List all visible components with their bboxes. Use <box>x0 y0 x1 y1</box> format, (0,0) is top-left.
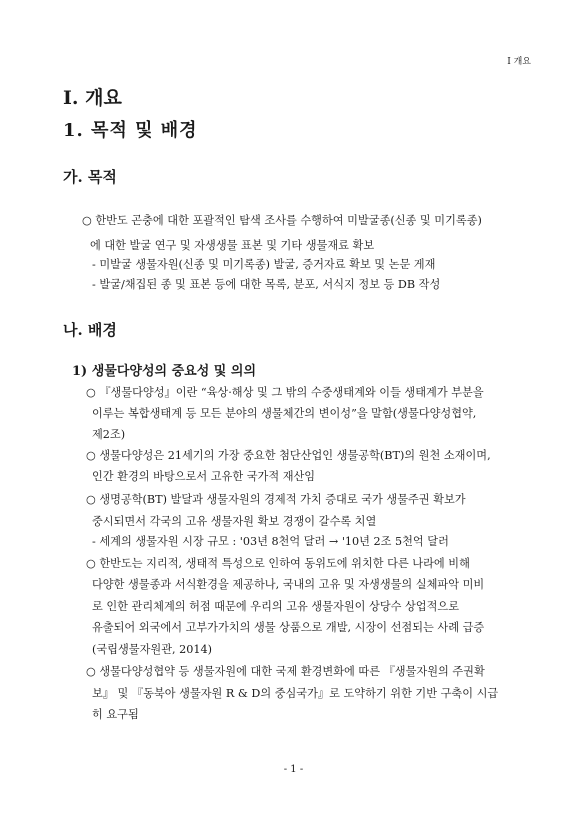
subheading-biodiversity: 1) 생물다양성의 중요성 및 의의 <box>72 364 256 379</box>
purpose-subitem: - 발굴/채집된 종 및 표본 등에 대한 목록, 분포, 서식지 정보 등 DB 작성 <box>92 278 441 291</box>
bg-item-cont: 중시되면서 각국의 고유 생물자원 확보 경쟁이 갈수록 치열 <box>92 515 377 528</box>
purpose-item-cont: 에 대한 발굴 연구 및 자생생물 표본 및 기타 생물재료 확보 <box>90 239 375 252</box>
bg-item: ○ 생명공학(BT) 발달과 생물자원의 경제적 가치 증대로 국가 생물주권 확보가 <box>86 493 466 506</box>
bg-item-cont: 이루는 복합생태계 등 모든 분야의 생물체간의 변이성”을 말함(생물다양성협약, <box>92 407 477 420</box>
page-number: - 1 - <box>283 764 304 775</box>
bg-item-cont: 로 인한 관리체계의 허점 때문에 우리의 고유 생물자원이 상당수 상업적으로 <box>92 600 460 613</box>
heading-purpose: 가. 목적 <box>63 168 117 186</box>
bg-item-cont: 보』 및 『동북아 생물자원 R & D의 중심국가』로 도약하기 위한 기반 구축이 시급 <box>92 687 499 700</box>
chapter-title: I. 개요 <box>63 87 122 109</box>
bg-item: ○ 한반도는 지리적, 생태적 특성으로 인하여 동위도에 위치한 다른 나라에 비해 <box>86 557 470 570</box>
bg-item-cont: 유출되어 외국에서 고부가가치의 생물 상품으로 개발, 시장이 선점되는 사례 급증 <box>92 621 485 634</box>
bg-item: ○ 『생물다양성』이란 “육상·해상 및 그 밖의 수중생태계와 이들 생태계가 부분을 <box>86 386 484 399</box>
bg-item-cont: 다양한 생물종과 서식환경을 제공하나, 국내의 고유 및 자생생물의 실체파악 미비 <box>92 578 485 591</box>
purpose-item: ○ 한반도 곤충에 대한 포괄적인 탐색 조사를 수행하여 미발굴종(신종 및 미기록종) <box>82 214 482 227</box>
bg-item-cont: (국립생물자원관, 2014) <box>92 643 212 656</box>
running-header: Ⅰ 개요 <box>507 57 531 67</box>
heading-background: 나. 배경 <box>63 321 117 339</box>
bg-item-cont: 인간 환경의 바탕으로서 고유한 국가적 재산임 <box>92 470 316 483</box>
bg-item: ○ 생물다양성협약 등 생물자원에 대한 국제 환경변화에 따른 『생물자원의 주권확 <box>86 665 485 678</box>
bg-subitem: - 세계의 생물자원 시장 규모 : '03년 8천억 달러 → '10년 2조 5천억 달러 <box>92 535 449 548</box>
purpose-subitem: - 미발굴 생물자원(신종 및 미기록종) 발굴, 증거자료 확보 및 논문 게재 <box>92 258 436 271</box>
bg-item-cont: 히 요구됨 <box>92 708 139 721</box>
section-title: 1. 목적 및 배경 <box>63 120 198 141</box>
bg-item: ○ 생물다양성은 21세기의 가장 중요한 첨단산업인 생물공학(BT)의 원천 소재이며, <box>86 449 491 462</box>
bg-item-cont: 제2조) <box>92 428 126 441</box>
